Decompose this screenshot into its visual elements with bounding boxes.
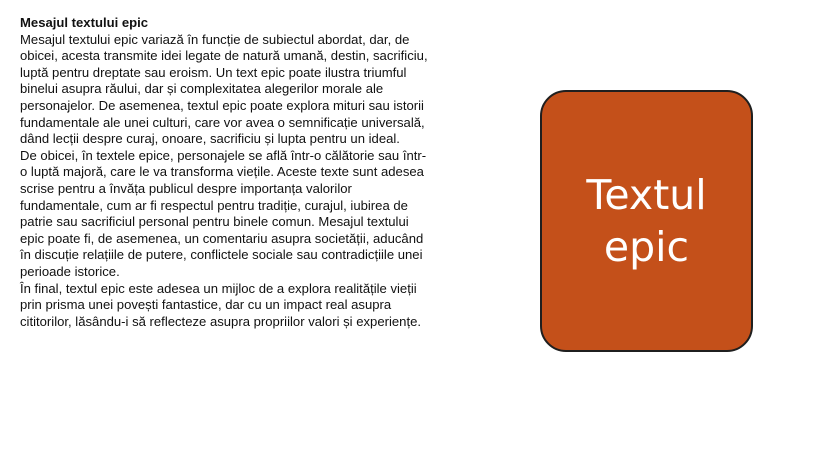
article-heading: Mesajul textului epic	[20, 15, 149, 30]
article-text	[20, 15, 432, 330]
title-card-label: Textul epic	[586, 171, 707, 271]
title-card	[540, 90, 753, 352]
paragraph-1: Mesajul textului epic variază în funcție de subiectul abordat, dar, de obicei, acesta transmite idei legate de natură umană, destin, sacrificiu, luptă pentru dreptate sau eroism. Un text epic poate ilustra triumful binelui asupra răului, dar și complexitatea alegerilor morale ale personajelor. De asemenea, textul epic poate explora mituri sau istorii fundamentale ale unei culturi, care vor avea o semnificație universală, dând lecții despre curaj, onoare, sacrificiu și lupta pentru un ideal.	[20, 31, 428, 147]
paragraph-3: În final, textul epic este adesea un mijloc de a explora realitățile vieții prin prisma unei povești fantastice, dar cu un impact real asupra cititorilor, lăsându-i să reflecteze asupra propriilor valori și experiențe.	[20, 280, 421, 329]
paragraph-2: De obicei, în textele epice, personajele se află într-o călătorie sau într-o luptă majoră, care le va transforma viețile. Aceste texte sunt adesea scrise pentru a învăța publicul despre importanța valorilor fundamentale, cum ar fi respectul pentru tradiție, curajul, iubirea de patrie sau sacrificiul personal pentru binele comun. Mesajul textului epic poate fi, de asemenea, un comentariu asupra societății, aducând în discuție relațiile de putere, conflictele sociale sau contradicțiile unei perioade istorice.	[20, 147, 427, 279]
